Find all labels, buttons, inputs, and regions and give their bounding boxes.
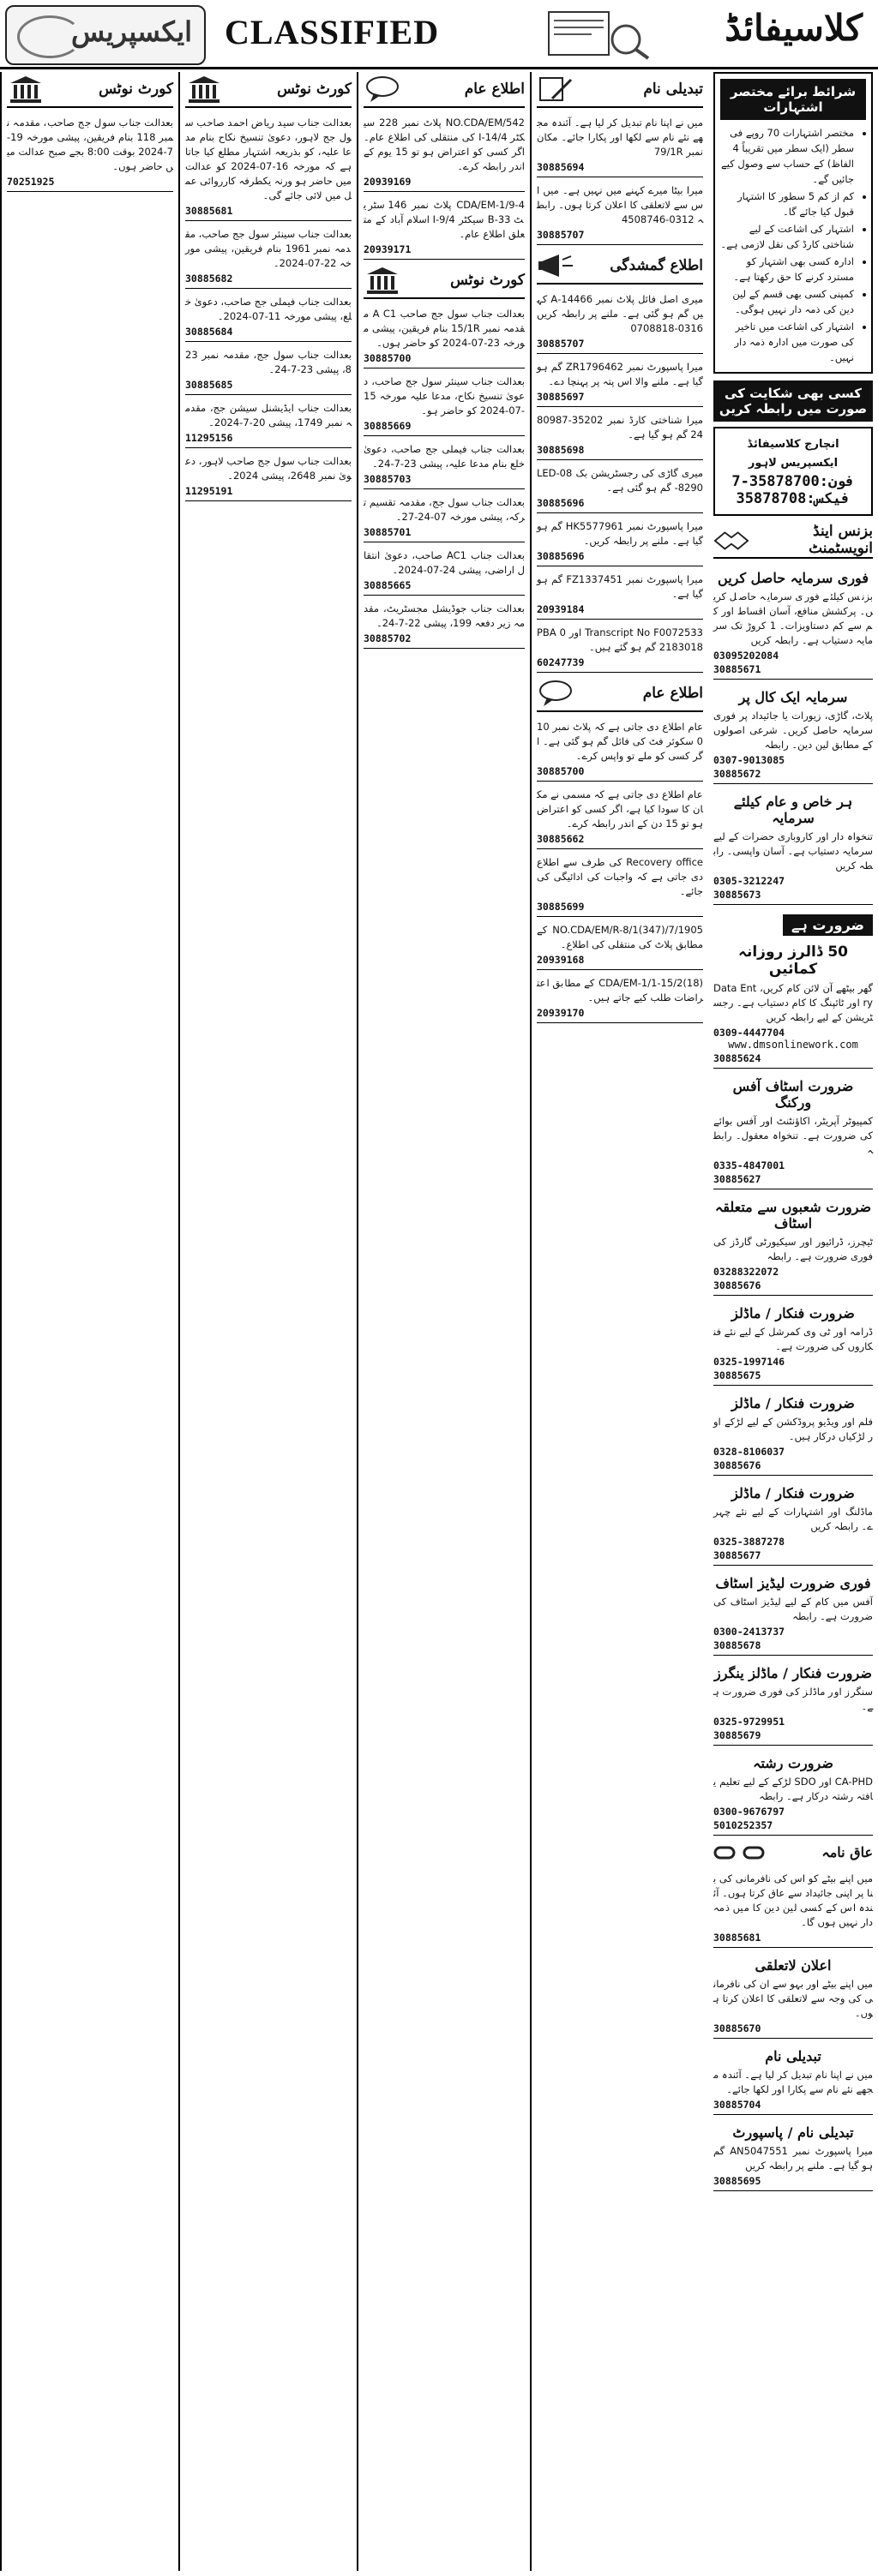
rule-item: • کمپنی کسی بھی قسم کے لین دین کی ذمہ دار نہیں ہوگی۔ [720, 286, 854, 317]
ad-text: CDA/EM-1/1-15/2(18) کے مطابق اعتراضات طلب کیے جاتے ہیں۔ [537, 977, 703, 1003]
rule-item: • اشتہار کی اشاعت میں تاخیر کی صورت میں ادارہ ذمہ دار نہیں۔ [720, 319, 854, 365]
ad-text: عام اطلاع دی جاتی ہے کہ مسمی نے مکان کا سودا کیا ہے، اگر کسی کو اعتراض ہو تو 15 دن کے اندر رابطہ کرے۔ [537, 788, 703, 830]
ad-text: NO.CDA/EM/R-8/1(347)/7/1905 کے مطابق پلاٹ کی منتقلی کی اطلاع۔ [537, 924, 703, 950]
classified-ad [185, 113, 352, 221]
ad-text: بعدالت جناب سول جج صاحب A C1 مقدمہ نمبر 15/1R بنام فریقین، پیشی مورخہ 23-07-2024 کو حاضر ہوں۔ [364, 308, 525, 349]
ad-phone: 0300-9676797 [713, 1806, 785, 1818]
ad-reference-number: 30885675 [713, 1369, 761, 1381]
ad-reference-number: 30885624 [713, 1052, 761, 1064]
ad-reference-number: 20939169 [364, 176, 412, 188]
ad-reference-number: 70251925 [7, 176, 55, 188]
rule-item: • کم از کم 5 سطور کا اشتہار قبول کیا جائے گا۔ [720, 189, 854, 219]
ad-text: میرا پاسپورٹ نمبر ZR1796462 گم ہو گیا ہے۔ ملنے والا اس پتہ پر پہنچا دے۔ [537, 361, 703, 387]
ad-text: Recovery office کی طرف سے اطلاع دی جاتی ہے کہ واجبات کی ادائیگی کی جائے۔ [537, 856, 704, 897]
classified-ad [713, 1072, 873, 1189]
complaint-bar: کسی بھی شکایت کی صورت میں رابطہ کریں [713, 380, 873, 422]
classified-ad [537, 181, 703, 245]
court-building-icon [185, 75, 223, 104]
classified-ad [713, 1193, 873, 1296]
classified-ad [713, 1389, 873, 1476]
ad-text: ڈرامہ اور ٹی وی کمرشل کے لیے نئے فنکاروں کی ضرورت ہے۔ [713, 1326, 873, 1352]
ad-reference-number: 30885695 [713, 2175, 761, 2187]
classified-ad [713, 564, 873, 680]
business-section-title: بزنس اینڈ انویسٹمنٹ [809, 523, 873, 557]
ad-text: بعدالت جناب سینئر سول جج صاحب، مقدمہ نمبر 1961 بنام فریقین، پیشی مورخہ 22-07-2024۔ [185, 228, 352, 269]
ad-phone: 0325-9729951 [713, 1716, 785, 1728]
court-notice-section-header [7, 72, 173, 108]
ad-text: بعدالت جناب فیملی جج صاحب، دعویٰ خلع، پیشی مورخہ 11-07-2024۔ [185, 296, 352, 322]
classified-ad [364, 493, 525, 542]
ad-text: میرا شناختی کارڈ نمبر 35202-8098724 گم ہو گیا ہے۔ [537, 414, 703, 440]
classified-ad [537, 410, 703, 460]
ad-reference-number: 30885665 [364, 579, 412, 591]
ad-reference-number: 30885702 [364, 632, 412, 644]
rule-item: • ادارہ کسی بھی اشتہار کو مسترد کرنے کا حق رکھتا ہے۔ [720, 254, 854, 285]
public-notice-section-header [364, 72, 525, 108]
classified-ad [537, 113, 703, 177]
classified-ad [713, 2118, 873, 2191]
pen-paper-icon [537, 75, 574, 104]
job-website: www.dmsonlinework.com [728, 1039, 858, 1051]
classified-ad [7, 113, 173, 192]
classified-ad [364, 599, 525, 649]
ad-text: بعدالت جناب سینئر سول جج صاحب، دعویٰ تنسیخ نکاح، مدعا علیہ مورخہ 15-07-2024 کو حاضر ہو۔ [364, 375, 525, 416]
ad-text: بعدالت جناب AC1 صاحب، دعویٰ انتقال اراضی، پیشی 24-07-2024۔ [364, 549, 526, 576]
classified-ad [537, 464, 703, 513]
ad-text: بعدالت جناب سول جج صاحب، مقدمہ نمبر 118 بنام فریقین، پیشی مورخہ 19-7-2024 بوقت 8:00 بجے صبح عدالت میں حاضر ہوں۔ [7, 117, 173, 172]
ad-text: بعدالت جناب سول جج، مقدمہ تقسیم ترکہ، پیشی مورخہ 07-24-27۔ [364, 496, 525, 523]
ad-phone: 0309-4447704 [713, 1027, 785, 1039]
ad-text: میرا بیٹا میرے کہنے میں نہیں ہے۔ میں اس سے لاتعلقی کا اعلان کرتا ہوں۔ رابطہ 0312-4508746 [537, 184, 703, 225]
ad-text: بعدالت جناب ایڈیشنل سیشن جج، مقدمہ نمبر 1749، پیشی 20-7-2024۔ [185, 402, 352, 428]
ad-reference-number: 30885682 [185, 273, 233, 285]
classified-ad [713, 1299, 873, 1386]
ad-phone: 0325-1997146 [713, 1356, 785, 1368]
public-notice-section-header [537, 676, 703, 712]
ad-text: میری اصل فائل پلاٹ نمبر 14466-A کہیں گم ہو گئی ہے۔ ملنے پر رابطہ کریں 0316-0708818 [537, 293, 703, 334]
ad-heading: ضرورت فنکار / ماڈلز [731, 1395, 855, 1411]
court-building-icon [364, 266, 401, 295]
ad-text: CDA/EM-1/9-4 پلاٹ نمبر 146 سٹریٹ 33-B سیکٹر I-9/4 اسلام آباد کے متعلق اطلاع عام۔ [364, 199, 525, 240]
contact-phone: فون:35878700-7 [731, 473, 855, 490]
ad-reference-number: 30885707 [537, 229, 585, 241]
ad-heading: ضرورت فنکار / ماڈلز ینگرز [714, 1665, 872, 1681]
newspaper-illustration-icon [497, 5, 652, 60]
classified-ad [537, 717, 703, 782]
column-rules-business [708, 72, 878, 2571]
ad-heading: اعلان لاتعلقی [755, 1957, 832, 1974]
ad-reference-number: 30885673 [713, 889, 761, 901]
ad-phone: 0335-4847001 [713, 1159, 785, 1171]
court-notice-section-header [364, 263, 525, 299]
ad-heading: ضرورت رشتہ [753, 1755, 833, 1771]
classified-ad [713, 788, 873, 905]
classified-ad [537, 973, 703, 1023]
logo-text: ایکسپریس [70, 15, 192, 48]
ad-reference-number: 30885696 [537, 550, 585, 562]
ad-text: کمپیوٹر آپریٹر، اکاؤنٹنٹ اور آفس بوائے کی ضرورت ہے۔ تنخواہ معقول۔ رابطہ [713, 1115, 873, 1156]
ad-text: میری گاڑی کی رجسٹریشن بک LED-08-8290 گم ہو گئی ہے۔ [537, 467, 703, 494]
aaq-nama-header [713, 1841, 873, 1864]
court-notice-section-header [185, 72, 352, 108]
express-logo [5, 5, 206, 65]
ad-reference-number: 11295191 [185, 485, 233, 497]
ad-reference-number: 30885681 [713, 1932, 761, 1944]
ad-reference-number: 30885697 [537, 391, 585, 403]
ad-text: میرا پاسپورٹ نمبر AN5047551 گم ہو گیا ہے۔ ملنے پر رابطہ کریں [713, 2145, 873, 2172]
ad-text: NO.CDA/EM/542 پلاٹ نمبر 228 سیکٹر I-14/4 کی منتقلی کی اطلاع عام۔ اگر کسی کو اعتراض ہو تو 15 یوم کے اندر رابطہ کرے۔ [364, 117, 525, 172]
ad-reference-number: 30885703 [364, 473, 412, 485]
page-title-english: CLASSIFIED [225, 13, 440, 51]
classified-ad [364, 372, 525, 436]
ad-reference-number: 30885700 [364, 352, 412, 364]
ad-reference-number: 30885627 [713, 1173, 761, 1185]
classified-ad [364, 113, 525, 192]
ad-text: CA-PHD اور SDO لڑکے کے لیے تعلیم یافتہ رشتہ درکار ہے۔ رابطہ [713, 1776, 873, 1802]
ad-text: گھر بیٹھے آن لائن کام کریں، Data Entry اور ٹائپنگ کا کام دستیاب ہے۔ رجسٹریشن کے لیے رابطہ کریں [713, 982, 873, 1023]
ad-reference-number: 20939168 [537, 954, 585, 966]
ad-reference-number: 30885685 [185, 379, 233, 391]
ad-reference-number: 30885670 [713, 2022, 761, 2034]
classified-ad [713, 1749, 873, 1836]
classified-ad [185, 452, 352, 501]
ad-text: پلاٹ، گاڑی، زیورات یا جائیداد پر فوری سرمایہ حاصل کریں۔ شرعی اصولوں کے مطابق لین دین۔ رابطہ [713, 710, 873, 751]
ad-text: بعدالت جناب جوڈیشل مجسٹریٹ، مقدمہ زیر دفعہ 199، پیشی 22-7-24۔ [364, 602, 525, 629]
ad-text: بعدالت جناب سید ریاض احمد صاحب سول جج لاہور، دعویٰ تنسیخ نکاح بنام مدعا علیہ، کو بذریعہ اشتہار مطلع کیا جاتا ہے کہ مورخہ 16-07-2024 کو عدالت میں حاضر ہو ورنہ یکطرفہ کارروائی عمل میں لائی جائے گی۔ [185, 117, 352, 201]
classified-ad [185, 292, 352, 342]
ad-reference-number: 30885701 [364, 526, 412, 538]
megaphone-icon [537, 251, 574, 280]
rule-item: • اشتہار کی اشاعت کے لیے شناختی کارڈ کی نقل لازمی ہے۔ [720, 221, 854, 252]
ad-reference-number: 30885684 [185, 326, 233, 338]
ad-reference-number: 20939171 [364, 243, 412, 255]
job-badge: ضرورت ہے [783, 914, 873, 936]
ad-reference-number: 60247739 [537, 656, 585, 668]
classified-ad [713, 1569, 873, 1656]
classified-ad [537, 853, 703, 917]
contact-line: انچارج کلاسیفائڈ ایکسپریس لاہور [747, 438, 839, 470]
classified-ad [713, 683, 873, 784]
classified-ad [713, 2042, 873, 2115]
ad-text: میرا پاسپورٹ نمبر HK5577961 گم ہو گیا ہے۔ ملنے پر رابطہ کریں۔ [537, 520, 703, 547]
speech-bubble-icon [364, 75, 401, 104]
ad-reference-number: 30885707 [537, 338, 585, 350]
ad-reference-number: 30885676 [713, 1279, 761, 1291]
ad-reference-number: 11295156 [185, 432, 233, 444]
ad-heading: فوری سرمایہ حاصل کریں [718, 570, 869, 586]
public-notice-title: اطلاع عام [642, 685, 703, 702]
ad-reference-number: 30885676 [713, 1459, 761, 1471]
name-change-title: تبدیلی نام [643, 81, 703, 98]
classified-ad [537, 570, 703, 620]
rules-box [713, 72, 873, 374]
ad-reference-number: 30885699 [537, 901, 585, 913]
business-section-header [713, 523, 873, 559]
ad-text: سنگرز اور ماڈلز کی فوری ضرورت ہے۔ [713, 1686, 873, 1712]
column-court-notice-left [0, 72, 178, 2571]
ad-heading: سرمایہ ایک کال پر [738, 689, 848, 705]
broken-chain-icon [713, 1842, 765, 1863]
court-notice-title: کورٹ نوٹس [99, 81, 173, 98]
ad-heading: تبدیلی نام / پاسپورٹ [732, 2124, 854, 2141]
ad-text: میں اپنے بیٹے اور بہو سے ان کی نافرمانی کی وجہ سے لاتعلقی کا اعلان کرتا ہوں۔ [713, 1978, 873, 2019]
speech-bubble-icon [537, 679, 574, 708]
handshake-icon [713, 525, 749, 554]
ad-text: بعدالت جناب فیملی جج صاحب، دعویٰ خلع بنام مدعا علیہ، پیشی 23-7-24۔ [364, 443, 525, 470]
ad-reference-number: 30885704 [713, 2099, 761, 2111]
rules-title: شرائط برائے مختصر اشتہارات [720, 79, 866, 120]
classified-ad [185, 345, 352, 395]
ad-heading: ضرورت فنکار / ماڈلز [731, 1305, 855, 1321]
classified-ad [364, 195, 525, 260]
ad-reference-number: 30885700 [537, 765, 585, 777]
ad-reference-number: 30885696 [537, 497, 585, 509]
court-notice-title: کورٹ نوٹس [277, 81, 352, 98]
classified-ad [364, 304, 525, 368]
ad-reference-number: 5010252357 [713, 1819, 773, 1831]
classified-ad [713, 1479, 873, 1566]
ad-text: میں نے اپنا نام تبدیل کر لیا ہے۔ آئندہ مجھے نئے نام سے لکھا اور پکارا جائے۔ مکان نمبر 79/1R [537, 117, 703, 158]
ad-reference-number: 30885681 [185, 205, 233, 217]
ad-text: ٹیچرز، ڈرائیور اور سیکیورٹی گارڈز کی فوری ضرورت ہے۔ رابطہ [713, 1236, 873, 1262]
ad-text: بعدالت جناب سول جج، مقدمہ نمبر 238، پیشی 23-7-24۔ [185, 349, 352, 375]
classified-ad [537, 623, 703, 673]
ad-reference-number: 30885672 [713, 768, 761, 780]
court-building-icon [7, 75, 45, 104]
classified-ad [364, 546, 525, 596]
ad-text: ماڈلنگ اور اشتہارات کے لیے نئے چہرے۔ رابطہ کریں [713, 1506, 873, 1532]
classified-ad [537, 357, 703, 407]
ad-phone: 0328-8106037 [713, 1446, 785, 1458]
ad-reference-number: 30885698 [537, 444, 585, 456]
ad-text: تنخواہ دار اور کاروباری حضرات کے لیے سرمایہ دستیاب ہے۔ آسان واپسی۔ رابطہ کریں [713, 830, 873, 872]
ad-reference-number: 30885678 [713, 1639, 761, 1651]
ad-text: بعدالت جناب سول جج صاحب لاہور، دعویٰ نمبر 2648، پیشی 2024۔ [185, 455, 352, 482]
ad-reference-number: 30885677 [713, 1549, 761, 1561]
ad-reference-number: 30885662 [537, 833, 585, 845]
lost-notice-title: اطلاع گمشدگی [610, 257, 703, 274]
ad-text: میں نے اپنا نام تبدیل کر لیا ہے۔ آئندہ مجھے نئے نام سے پکارا اور لکھا جائے۔ [713, 2069, 873, 2095]
ad-heading: ہر خاص و عام کیلئے سرمایہ [733, 794, 853, 826]
ad-reference-number: 20939184 [537, 603, 585, 615]
column-public-notice [357, 72, 530, 2571]
ad-phone: 03095202084 [713, 650, 779, 662]
ad-phone: 03288322072 [713, 1266, 779, 1278]
page-title-urdu: کلاسیفائڈ [725, 7, 863, 49]
rule-item: • مختصر اشتہارات 70 روپے فی سطر (ایک سطر میں تقریباً 4 الفاظ) کے حساب سے وصول کیے جائیں گے۔ [720, 125, 854, 187]
ad-reference-number: 30885669 [364, 420, 412, 432]
ad-text: میرا پاسپورٹ نمبر FZ1337451 گم ہو گیا ہے۔ [537, 573, 703, 600]
ad-heading: ضرورت اسٹاف آفس ورکنگ [732, 1078, 854, 1111]
classified-ad [185, 225, 352, 289]
court-notice-title: کورٹ نوٹس [450, 272, 525, 289]
ad-reference-number: 20939170 [537, 1007, 585, 1019]
ad-phone: 0305-3212247 [713, 875, 785, 887]
classified-ad [537, 517, 703, 566]
lost-section-header [537, 249, 703, 285]
classified-ad [185, 398, 352, 448]
ad-phone: 0325-3887278 [713, 1536, 785, 1548]
page-header [0, 0, 878, 69]
classified-ad [713, 1951, 873, 2039]
ad-text: میں اپنے بیٹے کو اس کی نافرمانی کی بنا پر اپنی جائیداد سے عاق کرتا ہوں۔ آئندہ اس کے کسی لین دین کا میں ذمہ دار نہیں ہوں گا۔ [713, 1872, 873, 1928]
classified-ad [364, 440, 525, 489]
ad-reference-number: 30885694 [537, 161, 585, 173]
public-notice-title: اطلاع عام [464, 81, 525, 98]
column-name-change-lost [530, 72, 708, 2571]
classified-ad [713, 1869, 873, 1948]
ad-heading: تبدیلی نام [765, 2048, 821, 2064]
ad-heading: فوری ضرورت لیڈیز اسٹاف [715, 1575, 871, 1591]
classified-ad [713, 1659, 873, 1746]
ad-text: فلم اور ویڈیو پروڈکشن کے لیے لڑکے اور لڑکیاں درکار ہیں۔ [713, 1416, 873, 1442]
ad-heading: ضرورت شعبوں سے متعلقہ اسٹاف [714, 1199, 872, 1231]
classified-ad [537, 785, 703, 849]
ad-reference-number: 30885671 [713, 663, 761, 675]
contact-box [713, 427, 873, 516]
ad-reference-number: 30885679 [713, 1729, 761, 1741]
ad-phone: 0307-9013085 [713, 754, 785, 766]
ad-text: عام اطلاع دی جاتی ہے کہ پلاٹ نمبر 100 سکوئر فٹ کی فائل گم ہو گئی ہے۔ اگر کسی کو ملے تو واپس کرے۔ [537, 721, 703, 762]
ad-text: بزنس کیلئے فوری سرمایہ حاصل کریں۔ پرکشش منافع، آسان اقساط اور کم سے کم دستاویزات۔ 1 کروڑ تک سرمایہ دستیاب ہے۔ رابطہ کریں [713, 590, 873, 646]
classified-ad [537, 290, 703, 354]
ad-heading: ضرورت فنکار / ماڈلز [731, 1485, 855, 1501]
ad-phone: 0300-2413737 [713, 1626, 785, 1638]
name-change-section-header [537, 72, 703, 108]
ad-text: آفس میں کام کے لیے لیڈیز اسٹاف کی ضرورت ہے۔ رابطہ [713, 1596, 873, 1622]
job-headline: 50 ڈالرز روزانہ کمائیں [738, 944, 848, 978]
job-ad [713, 908, 873, 1069]
column-court-notice [178, 72, 357, 2571]
ad-text: Transcript No F0072533 اور PBA 02183018 گم ہو گئے ہیں۔ [537, 626, 703, 653]
aaq-nama-title: عاق نامہ [821, 1844, 873, 1860]
classified-ad [537, 920, 703, 970]
contact-fax: فیکس:35878708 [736, 490, 851, 507]
